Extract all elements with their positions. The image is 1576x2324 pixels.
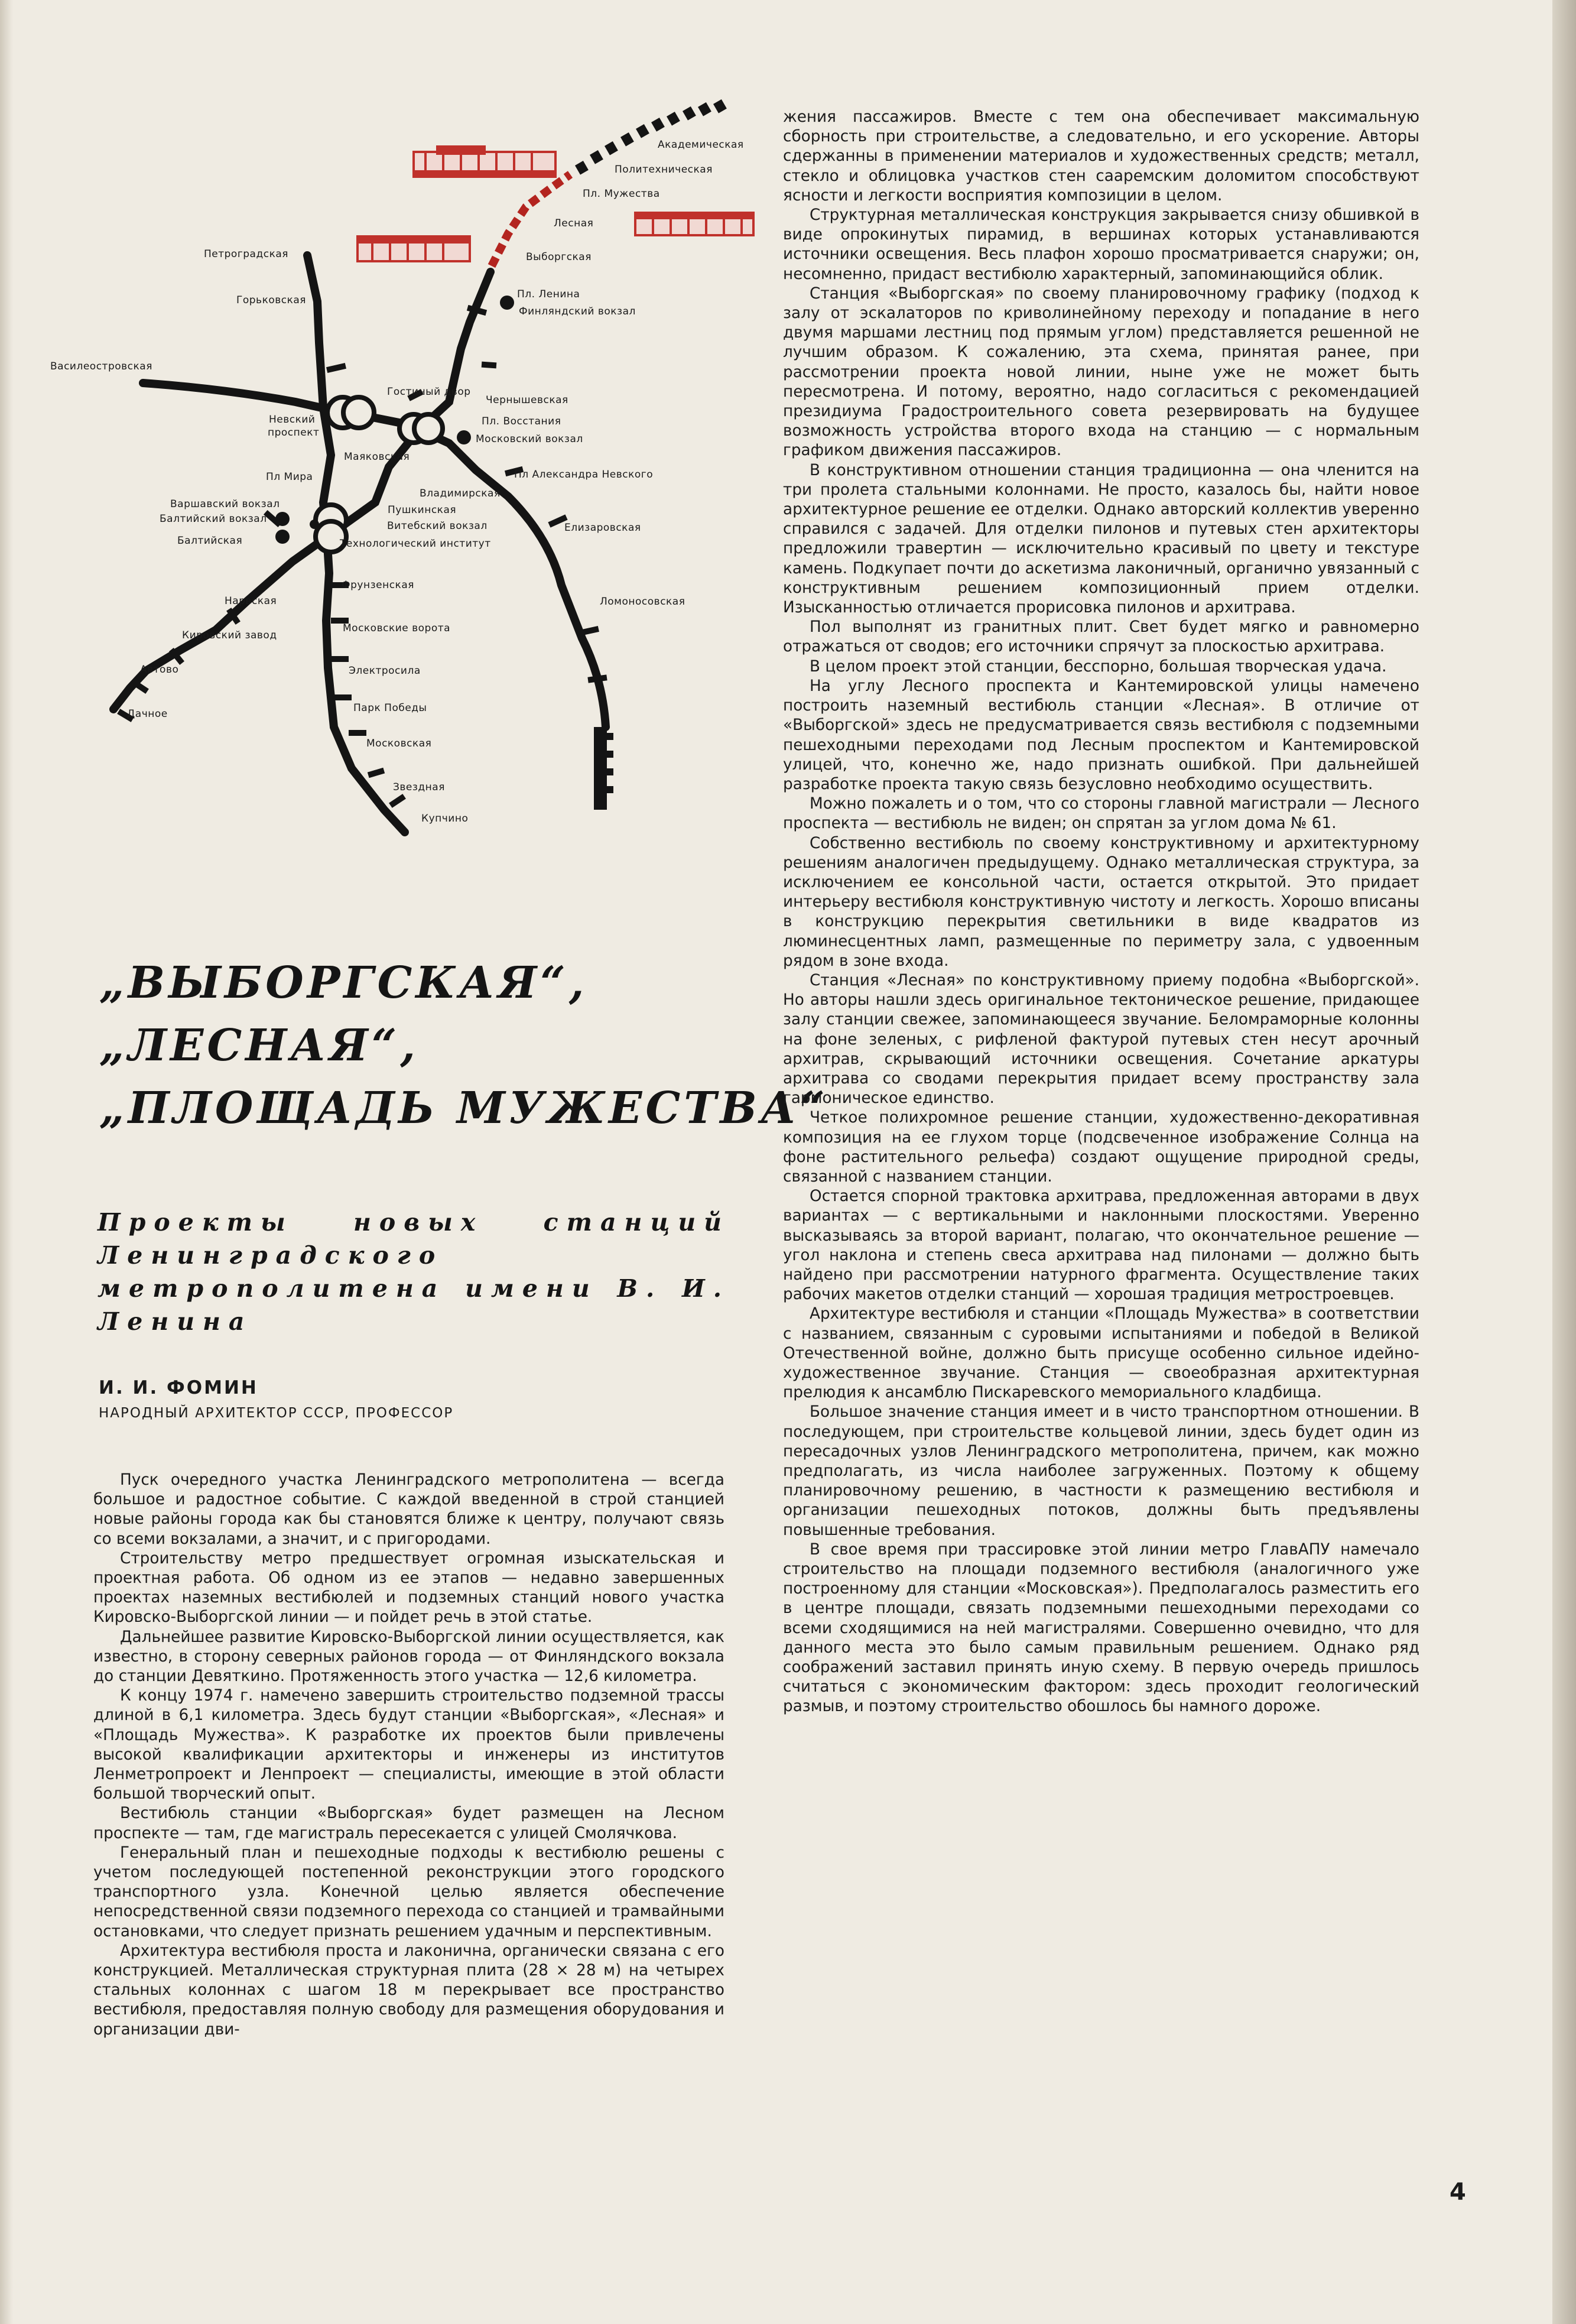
article-column-right <box>783 108 1419 1717</box>
label-gostiny-dvor: Гостиный двор <box>387 386 471 398</box>
label-politekhnicheskaya: Политехническая <box>615 164 713 176</box>
label-vasileostrovskaya: Василеостровская <box>50 361 152 372</box>
label-elektrosila: Электросила <box>349 665 421 677</box>
paragraph: В свое время при трассировке этой линии метро ГлавАПУ намечало строительство на площади подземного вестибюля (аналогичного уже построенному для станции «Московская»). Предполагалось разместить его в центре площади, связать подземными пешеходными переходами со всеми сходящимися на ней магистралями. Совершенно очевидно, что для данного места это было самым правильным решением. Однако ряд соображений заставил принять иную схему. В первую очередь пришлось считаться с экономическим фактором: здесь проходит геологический размыв, и поэтому строительство обошлось бы намного дороже. <box>783 1540 1419 1716</box>
label-dachnoe: Дачное <box>127 708 168 720</box>
paragraph: В конструктивном отношении станция традиционна — она членится на три пролета стальными колоннами. Не просто, казалось бы, найти новое архитектурное решение ее отделки. Однако авторский коллектив уверенно справился с задачей. Для отделки пилонов и путевых стен архитекторы предложили травертин — исключительно красивый по цвету и текстуре камень. Подкупает почти до аскетизма лаконичный, органично увязанный с конструктивным решением композиционный прием отделки. Изысканностью отличается прорисовка пилонов и архитрава. <box>783 461 1419 617</box>
label-chernyshevskaya: Чернышевская <box>486 394 568 406</box>
label-pl-muzhestva: Пл. Мужества <box>583 188 660 200</box>
paragraph: Можно пожалеть и о том, что со стороны главной магистрали — Лесного проспекта — вестибюль не виден; он спрятан за углом дома № 61. <box>783 795 1419 833</box>
paragraph: Дальнейшее развитие Кировско-Выборгской линии осуществляется, как известно, в сторону северных районов города — от Финляндского вокзала до станции Девяткино. Протяженность этого участка — 12,6 километра. <box>93 1628 724 1686</box>
paragraph: Остается спорной трактовка архитрава, предложенная авторами в двух вариантах — с вертикальными и наклонными плоскостями. Уверенно высказываясь за второй вариант, полагаю, что окончательное решение — угол наклона и степень свеса архитрава над пилонами — должно быть найдено при рассмотрении натурного фрагмента. Осуществление таких рабочих макетов отделки станций — хорошая традиция метростроевцев. <box>783 1187 1419 1304</box>
line-staircase-edge <box>594 727 613 810</box>
label-narvskaya: Нарвская <box>225 595 277 607</box>
paragraph: Архитектуре вестибюля и станции «Площадь Мужества» в соответствии с названием, связанным с суровыми испытаниями и победой в Великой Отечественной войне, должно быть присуще особенно сильное идейно-художественное звучание. Станция — своеобразная архитектурная прелюдия к ансамблю Пискаревского мемориального кладбища. <box>783 1305 1419 1402</box>
paragraph: К концу 1974 г. намечено завершить строительство подземной трассы длиной в 6,1 километра. Здесь будут станции «Выборгская», «Лесная» и «Площадь Мужества». К разработке их проектов были привлечены высокой квалификации архитекторы и инженеры из институтов Ленметропроект и Ленпроект — специалисты, имеющие в этой области большой творческий опыт. <box>93 1687 724 1803</box>
label-lesnaya: Лесная <box>554 218 594 229</box>
label-pl-vosstaniya: Пл. Восстания <box>482 416 561 427</box>
paragraph: Четкое полихромное решение станции, художественно-декоративная композиция на ее глухом торце (подсвеченное изображение Солнца на фоне растительного рельефа) создают ощущение природной среды, связанной с названием станции. <box>783 1109 1419 1186</box>
label-akademicheskaya: Академическая <box>658 139 744 151</box>
label-vitebsky: Витебский вокзал <box>387 520 488 532</box>
label-avtovo: Автово <box>140 664 179 676</box>
paragraph-continued: жения пассажиров. Вместе с тем она обеспечивает максимальную сборность при строительстве, а следовательно, и его ускорение. Авторы сдержанны в применении материалов и художественных средств; металл, стекло и облицовка участков стен сааремским доломитом способствуют ясности и легкости восприятия композиции в целом. <box>783 108 1419 205</box>
label-pl-mira: Пл Мира <box>266 471 313 483</box>
label-nevsky-1: Невский <box>269 414 316 426</box>
paragraph: Генеральный план и пешеходные подходы к вестибюлю решены с учетом последующей постепенной реконструкции этого городского транспортного узла. Конечной целью является обеспечение непосредственной связи подземного перехода со станцией и трамвайными остановками, что следует признать решением удачным и перспективным. <box>93 1843 724 1940</box>
author-title: НАРОДНЫЙ АРХИТЕКТОР СССР, ПРОФЕССОР <box>99 1406 454 1421</box>
label-kupchino: Купчино <box>421 813 469 825</box>
title-line-3: „ПЛОЩАДЬ МУЖЕСТВА“ <box>99 1083 828 1134</box>
paragraph: В целом проект этой станции, бесспорно, большая творческая удача. <box>810 657 1387 676</box>
label-zvezdnaya: Звездная <box>393 781 445 793</box>
label-pl-al-nevskogo: Пл Александра Невского <box>514 469 654 481</box>
label-pushkinskaya: Пушкинская <box>388 504 457 516</box>
page-number: 4 <box>1450 2179 1466 2206</box>
label-park-pobedy: Парк Победы <box>353 702 427 714</box>
paragraph: Вестибюль станции «Выборгская» будет размещен на Лесном проспекте — там, где магистраль пересекается с улицей Смолячкова. <box>93 1804 724 1842</box>
paragraph: Пол выполнят из гранитных плит. Свет будет мягко и равномерно отражаться от сводов; его источники спрячут за плоскостью архитрава. <box>783 618 1419 656</box>
building-drawing-pl-muzhestva <box>414 147 555 177</box>
building-drawing-vyborgskaya <box>358 236 470 261</box>
title-line-1: „ВЫБОРГСКАЯ“, <box>99 957 588 1008</box>
label-finlyandsky: Финляндский вокзал <box>519 306 636 317</box>
author-name: И. И. ФОМИН <box>99 1377 258 1398</box>
paragraph: Большое значение станция имеет и в чисто транспортном отношении. В последующем, при строительстве кольцевой линии, здесь будет один из пересадочных узлов Ленинградского метрополитена, причем, как можно предполагать, из числа наиболее загруженных. Поэтому к общему планировочному решению, в частности к размещению вестибюля и организации пешеходных потоков, должны быть предъявлены повышенные требования. <box>783 1403 1419 1539</box>
label-kirovsky-zavod: Кировский завод <box>182 629 277 641</box>
label-petrogradskaya: Петроградская <box>204 248 288 260</box>
label-tekhnologichesky: Технологический институт <box>340 538 491 550</box>
metro-map <box>35 89 792 845</box>
paragraph: Станция «Выборгская» по своему планировочному графику (подход к залу от эскалаторов по криволинейному переходу и попадание в него двумя маршами лестниц под прямым углом) представляется решенной не лучшим образом. К сожалению, эта схема, принятая ранее, при рассмотрении проекта новой линии, ныне уже не может быть пересмотрена. И потому, вероятно, надо согласиться с рекомендацией президиума Градостроительного совета резервировать на будущее возможность устройства второго входа на станцию — с нормальным графиком движения пассажиров. <box>783 284 1419 460</box>
label-gorkovskaya: Горьковская <box>236 294 307 306</box>
paragraph: Строительству метро предшествует огромная изыскательская и проектная работа. Об одном из ее этапов — недавно завершенных проектах наземных вестибюлей и подземных станций нового участка Кировско-Выборгской линии — и пойдет речь в этой статье. <box>93 1549 724 1627</box>
label-baltiysky: Балтийский вокзал <box>160 513 267 525</box>
line-ticks <box>121 309 604 804</box>
paragraph: Архитектура вестибюля проста и лаконична, органически связана с его конструкцией. Металлическая структурная плита (28 × 28 м) на четырех стальных колоннах с шагом 18 м перекрывает все пространство вестибюля, предоставляя полную свободу для размещения оборудования и организации дви- <box>93 1942 724 2039</box>
label-frunzenskaya: Фрунзенская <box>342 579 414 591</box>
paragraph: На углу Лесного проспекта и Кантемировской улицы намечено построить наземный вестибюль станции «Лесная». В отличие от «Выборгской» здесь не предусматривается связь вестибюля с подземными пешеходными переходами под Лесным проспектом и Кантемировской улицей, что, конечно же, надо признать ошибкой. При дальнейшей разработке проекта такую связь безусловно необходимо осуществить. <box>783 677 1419 793</box>
building-drawing-lesnaya <box>635 213 753 235</box>
label-moskovskie-vorota: Московские ворота <box>343 622 451 634</box>
label-pl-lenina: Пл. Ленина <box>517 288 580 300</box>
label-varshavsky: Варшавский вокзал <box>170 498 280 510</box>
article-subtitle: Проекты новых станций Ленинградского метрополитена имени В. И. Ленина <box>98 1208 730 1336</box>
paragraph: Собственно вестибюль по своему конструктивному и архитектурному решениям аналогичен предыдущему. Однако металлическая структура, за исключением ее консольной части, остается открытой. Это придает интерьеру вестибюля конструктивную чистоту и легкость. Хорошо вписаны в конструкцию перекрытия светильники в виде квадратов из люминесцентных ламп, размещенные по периметру зала, с удвоенным рядом в зоне входа. <box>783 834 1419 970</box>
title-line-2: „ЛЕСНАЯ“, <box>99 1020 420 1071</box>
label-lomonosovskaya: Ломоносовская <box>600 596 685 608</box>
label-vladimirskaya: Владимирская <box>420 488 501 499</box>
paragraph: Станция «Лесная» по конструктивному приему подобна «Выборгской». Но авторы нашли здесь оригинальное тектоническое решение, придающее залу станции свежее, запоминающееся звучание. Беломраморные колонны на фоне зеленых, с рифленой фактурой путевых стен несут арочный архитрав, скрывающий источники освещения. Сочетание аркатуры архитрава со сводами перекрытия придает всему пространству зала гармоническое единство. <box>783 971 1419 1108</box>
paragraph: Пуск очередного участка Ленинградского метрополитена — всегда большое и радостное событие. С каждой введенной в строй станцией новые районы города как бы становятся ближе к центру, получают связь со всеми вокзалами, а значит, и с пригородами. <box>93 1471 724 1548</box>
label-vyborgskaya: Выборгская <box>526 251 592 263</box>
page-edge-right <box>1552 0 1576 2324</box>
page-shadow-left <box>0 0 13 2324</box>
article-column-left <box>93 1471 724 2040</box>
label-baltiyskaya: Балтийская <box>177 535 243 547</box>
label-moskovskaya: Московская <box>366 738 432 749</box>
label-elizarovskaya: Елизаровская <box>564 522 641 534</box>
label-mayakovskaya: Маяковская <box>344 451 410 463</box>
label-moskovsky-vokzal: Московский вокзал <box>476 433 583 445</box>
label-nevsky-2: проспект <box>268 427 320 439</box>
paragraph: Структурная металлическая конструкция закрывается снизу обшивкой в виде опрокинутых пирамид, в вершинах которых устанавливаются источники освещения. Весь плафон хорошо просматривается снаружи; он, несомненно, придаст вестибюлю характерный, запоминающийся облик. <box>783 206 1419 283</box>
article-title <box>99 952 828 1140</box>
